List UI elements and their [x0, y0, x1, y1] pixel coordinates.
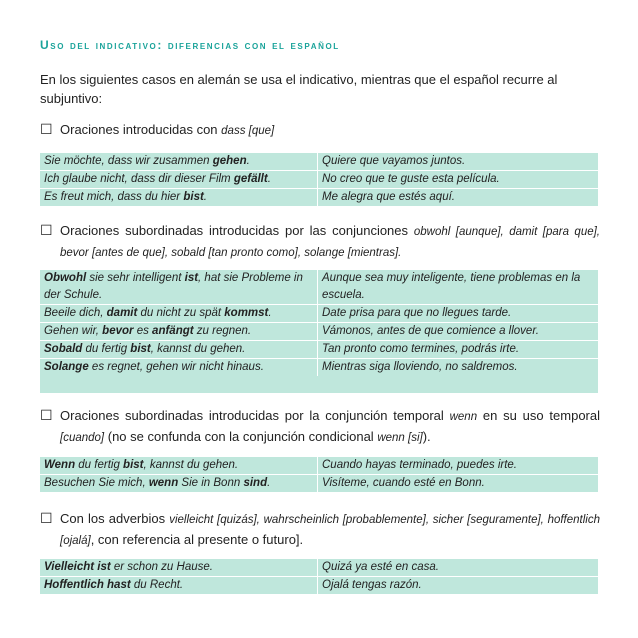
spanish-cell: Quiere que vayamos juntos.: [322, 155, 466, 167]
german-cell: Hoffentlich hast du Recht.: [40, 577, 318, 594]
spanish-cell: Quizá ya esté en casa.: [322, 561, 439, 573]
german-cell: Sobald du fertig bist, kannst du gehen.: [40, 341, 318, 358]
spanish-cell: Ojalá tengas razón.: [322, 579, 422, 591]
table-row: [40, 189, 598, 206]
page-title: Uso del indicativo: diferencias con el español: [40, 38, 340, 52]
german-cell: Wenn du fertig bist, kannst du gehen.: [40, 457, 318, 474]
table-row: [40, 270, 598, 305]
table-row: [40, 559, 598, 577]
german-cell: Solange es regnet, gehen wir nicht hinaus.: [40, 359, 318, 376]
checkbox-icon: ☐: [40, 407, 53, 423]
table-row: [40, 457, 598, 475]
spanish-cell: Visíteme, cuando esté en Bonn.: [322, 477, 485, 489]
spanish-cell: Vámonos, antes de que comience a llover.: [322, 325, 539, 337]
bullet-dass: ☐ Oraciones introducidas con dass [que]: [40, 121, 275, 137]
example-table-dass: [40, 153, 598, 206]
checkbox-icon: ☐: [40, 510, 53, 526]
table-row: [40, 475, 598, 492]
example-table-wenn: [40, 457, 598, 492]
checkbox-icon: ☐: [40, 121, 53, 137]
german-cell: Beeile dich, damit du nicht zu spät kommst.: [40, 305, 318, 322]
german-cell: Besuchen Sie mich, wenn Sie in Bonn sind.: [40, 475, 318, 492]
table-row: [40, 341, 598, 359]
spanish-cell: Date prisa para que no llegues tarde.: [322, 307, 512, 319]
german-cell: Gehen wir, bevor es anfängt zu regnen.: [40, 323, 318, 340]
bullet-conjunctions: ☐ Oraciones subordinadas introducidas por las conjunciones obwohl [aunque], damit [para que], bevor [antes de que], sobald [tan pronto como], solange [mientras].: [40, 222, 600, 259]
table-row: [40, 577, 598, 594]
table-row: [40, 153, 598, 171]
example-table-conjunctions: [40, 270, 598, 393]
table-row: [40, 323, 598, 341]
german-cell: Es freut mich, dass du hier bist.: [40, 189, 318, 206]
german-cell: Ich glaube nicht, dass dir dieser Film gefällt.: [40, 171, 318, 188]
table-row: [40, 305, 598, 323]
checkbox-icon: ☐: [40, 222, 53, 238]
table-row: [40, 171, 598, 189]
bullet-adverbs: ☐ Con los adverbios vielleicht [quizás], wahrscheinlich [probablemente], sicher [seguramente], hoffentlich [ojalá], con referencia al presente o futuro].: [40, 510, 600, 547]
example-table-adverbs: [40, 559, 598, 594]
spanish-cell: Cuando hayas terminado, puedes irte.: [322, 459, 517, 471]
spanish-cell: Mientras siga lloviendo, no saldremos.: [322, 361, 518, 373]
spanish-cell: Aunque sea muy inteligente, tiene problemas en la escuela.: [322, 272, 581, 301]
spanish-cell: Me alegra que estés aquí.: [322, 191, 455, 203]
intro-paragraph: En los siguientes casos en alemán se usa el indicativo, mientras que el español recurre al subjuntivo:: [40, 72, 558, 106]
spanish-cell: No creo que te guste esta película.: [322, 173, 500, 185]
spanish-cell: Tan pronto como termines, podrás irte.: [322, 343, 520, 355]
german-cell: Obwohl sie sehr intelligent ist, hat sie Probleme in der Schule.: [40, 270, 318, 304]
bullet-wenn: ☐ Oraciones subordinadas introducidas por la conjunción temporal wenn en su uso temporal [cuando] (no se confunda con la conjunción condicional wenn [si]).: [40, 407, 600, 444]
german-cell: Sie möchte, dass wir zusammen gehen.: [40, 153, 318, 170]
german-cell: Vielleicht ist er schon zu Hause.: [40, 559, 318, 576]
table-row: [40, 359, 598, 376]
